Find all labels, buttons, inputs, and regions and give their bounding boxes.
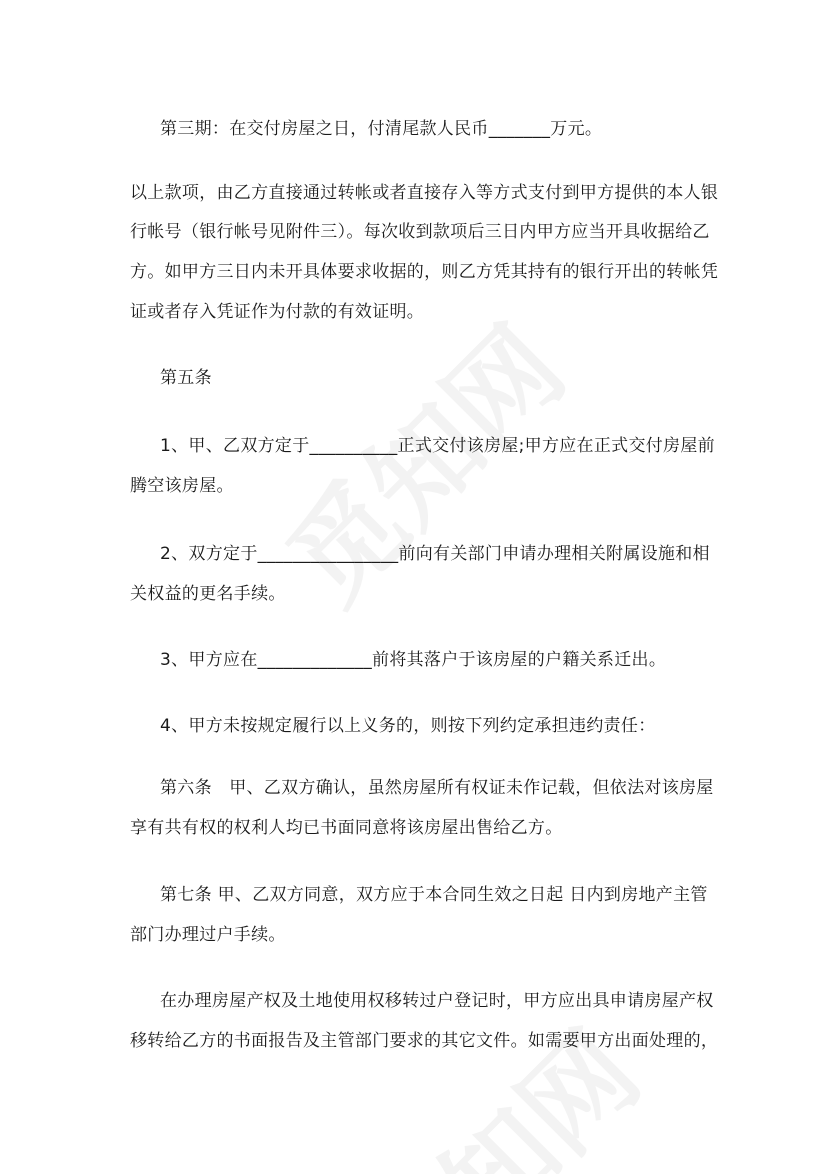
watermark: [247, 286, 592, 631]
article-six-line: 享有共有权的权利人均已书面同意将该房屋出售给乙方。: [130, 818, 563, 838]
clause-1-line: 1、甲、乙双方定于__________正式交付该房屋;甲方应在正式交付房屋前: [160, 436, 715, 456]
clause-4-line: 4、甲方未按规定履行以上义务的，则按下列约定承担违约责任：: [160, 716, 656, 736]
paragraph-payment-method-line: 证或者存入凭证作为付款的有效证明。: [130, 302, 425, 322]
transfer-registration-line: 移转给乙方的书面报告及主管部门要求的其它文件。如需要甲方出面处理的，: [130, 1031, 719, 1051]
clause-2-line: 2、双方定于________________前向有关部门申请办理相关附属设施和相: [160, 544, 710, 564]
article-seven-line: 第七条 甲、乙双方同意，双方应于本合同生效之日起 日内到房地产主管: [160, 885, 708, 905]
paragraph-payment-method-line: 以上款项，由乙方直接通过转帐或者直接存入等方式支付到甲方提供的本人银: [130, 183, 719, 203]
paragraph-third-installment: 第三期：在交付房屋之日，付清尾款人民币_______万元。: [160, 119, 603, 139]
clause-3-line: 3、甲方应在_____________前将其落户于该房屋的户籍关系迁出。: [160, 650, 667, 670]
article-six-line: 第六条 甲、乙双方确认，虽然房屋所有权证未作记载，但依法对该房屋: [160, 778, 714, 798]
watermark: [322, 991, 667, 1174]
clause-2-line: 关权益的更名手续。: [130, 584, 286, 604]
paragraph-payment-method-line: 方。如甲方三日内未开具体要求收据的，则乙方凭其持有的银行开出的转帐凭: [130, 262, 719, 282]
transfer-registration-line: 在办理房屋产权及土地使用权移转过户登记时，甲方应出具申请房屋产权: [160, 991, 714, 1011]
clause-1-line: 腾空该房屋。: [130, 476, 234, 496]
article-seven-line: 部门办理过户手续。: [130, 925, 286, 945]
paragraph-payment-method-line: 行帐号（银行帐号见附件三）。每次收到款项后三日内甲方应当开具收据给乙: [130, 222, 710, 242]
article-five-heading: 第五条: [160, 368, 212, 388]
